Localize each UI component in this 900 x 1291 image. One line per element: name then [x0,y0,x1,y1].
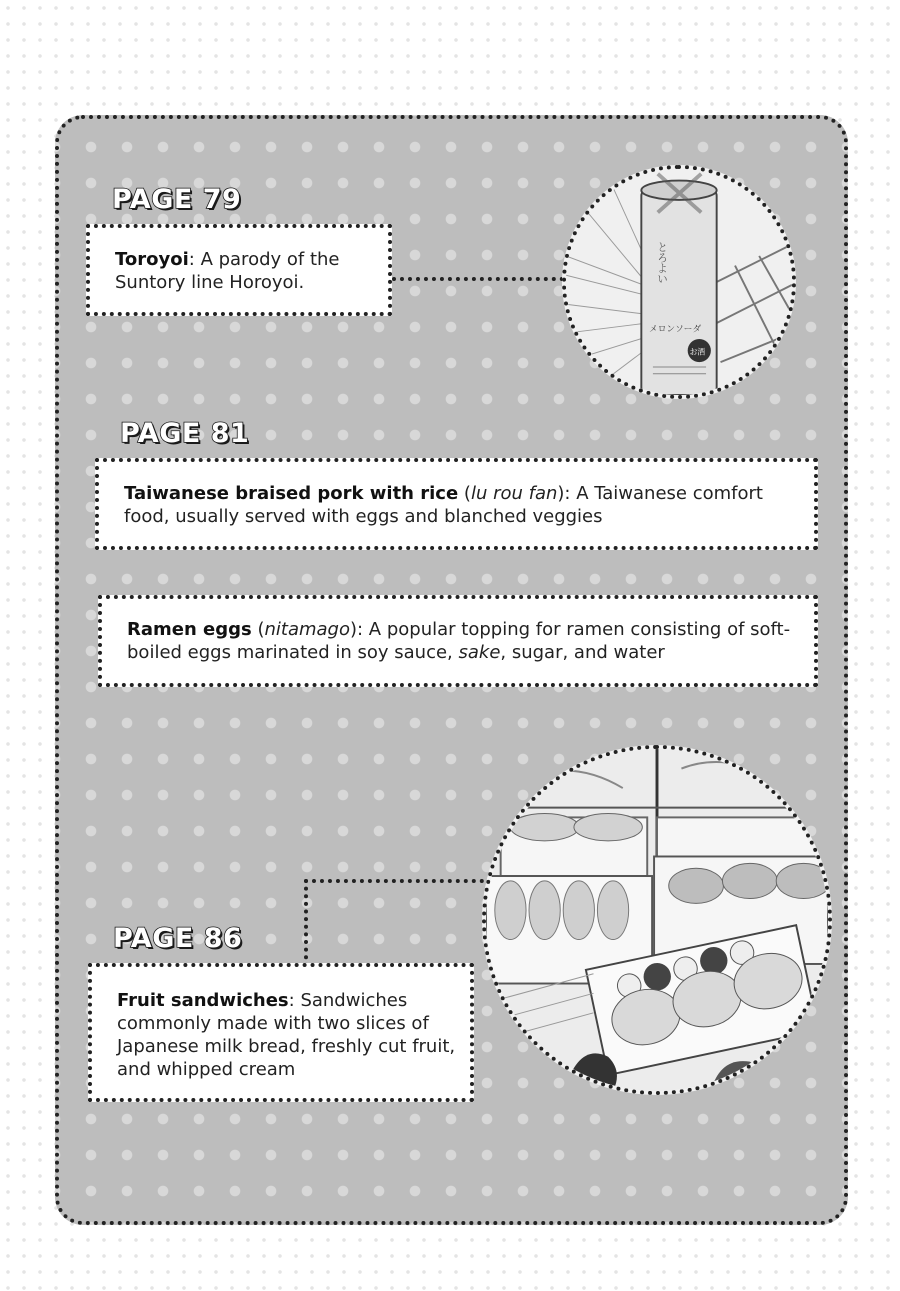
definition-fruit-sandwiches: : Sandwiches commonly made with two slices of Japanese milk bread, freshly cut fruit, and whipped cream [117,990,456,1080]
definition-ramen-eggs-part2: , sugar, and water [500,642,665,663]
sandwich-illustration [482,745,832,1095]
term-braised-pork: Taiwanese braised pork with rice [124,483,459,504]
note-fruit-sandwiches [88,963,474,1102]
can-label-mid: メロンソーダ [649,324,702,335]
page-86-heading: PAGE 86 [113,923,243,954]
definition-braised-pork: ): A Taiwanese comfort food, usually served with eggs and blanched veggies [124,483,763,527]
can-label-top: とろよい [656,241,670,284]
can-illustration [562,165,796,399]
definition-ramen-eggs-part1: ): A popular topping for ramen consisting of soft-boiled eggs marinated in soy sauce, [127,619,791,663]
term-toroyoi: Toroyoi [115,249,189,270]
definition-toroyoi: : A parody of the Suntory line Horoyoi. [115,249,340,293]
connector-page-79 [392,277,564,281]
note-braised-pork: Taiwanese braised pork with rice (lu rou fan): A Taiwanese comfort food, usually served with eggs and blanched veggies [95,458,818,550]
page-79-heading: PAGE 79 [112,184,242,215]
sandwich-illustration-drawing [486,749,828,1091]
note-toroyoi [86,224,392,316]
connector-page-86 [304,879,492,967]
page-81-heading: PAGE 81 [120,418,250,449]
definition-ramen-eggs-sake: sake [458,642,501,663]
note-ramen-eggs: Ramen eggs (nitamago): A popular topping for ramen consisting of soft-boiled eggs marinated in soy sauce, sake, sugar, and water [98,595,818,687]
gloss-lu-rou-fan: lu rou fan [470,483,558,504]
can-illustration-drawing [566,169,792,395]
gloss-nitamago: nitamago [264,619,350,640]
term-ramen-eggs: Ramen eggs [127,619,252,640]
term-fruit-sandwiches: Fruit sandwiches [117,990,289,1011]
can-badge: お酒 [689,347,706,357]
